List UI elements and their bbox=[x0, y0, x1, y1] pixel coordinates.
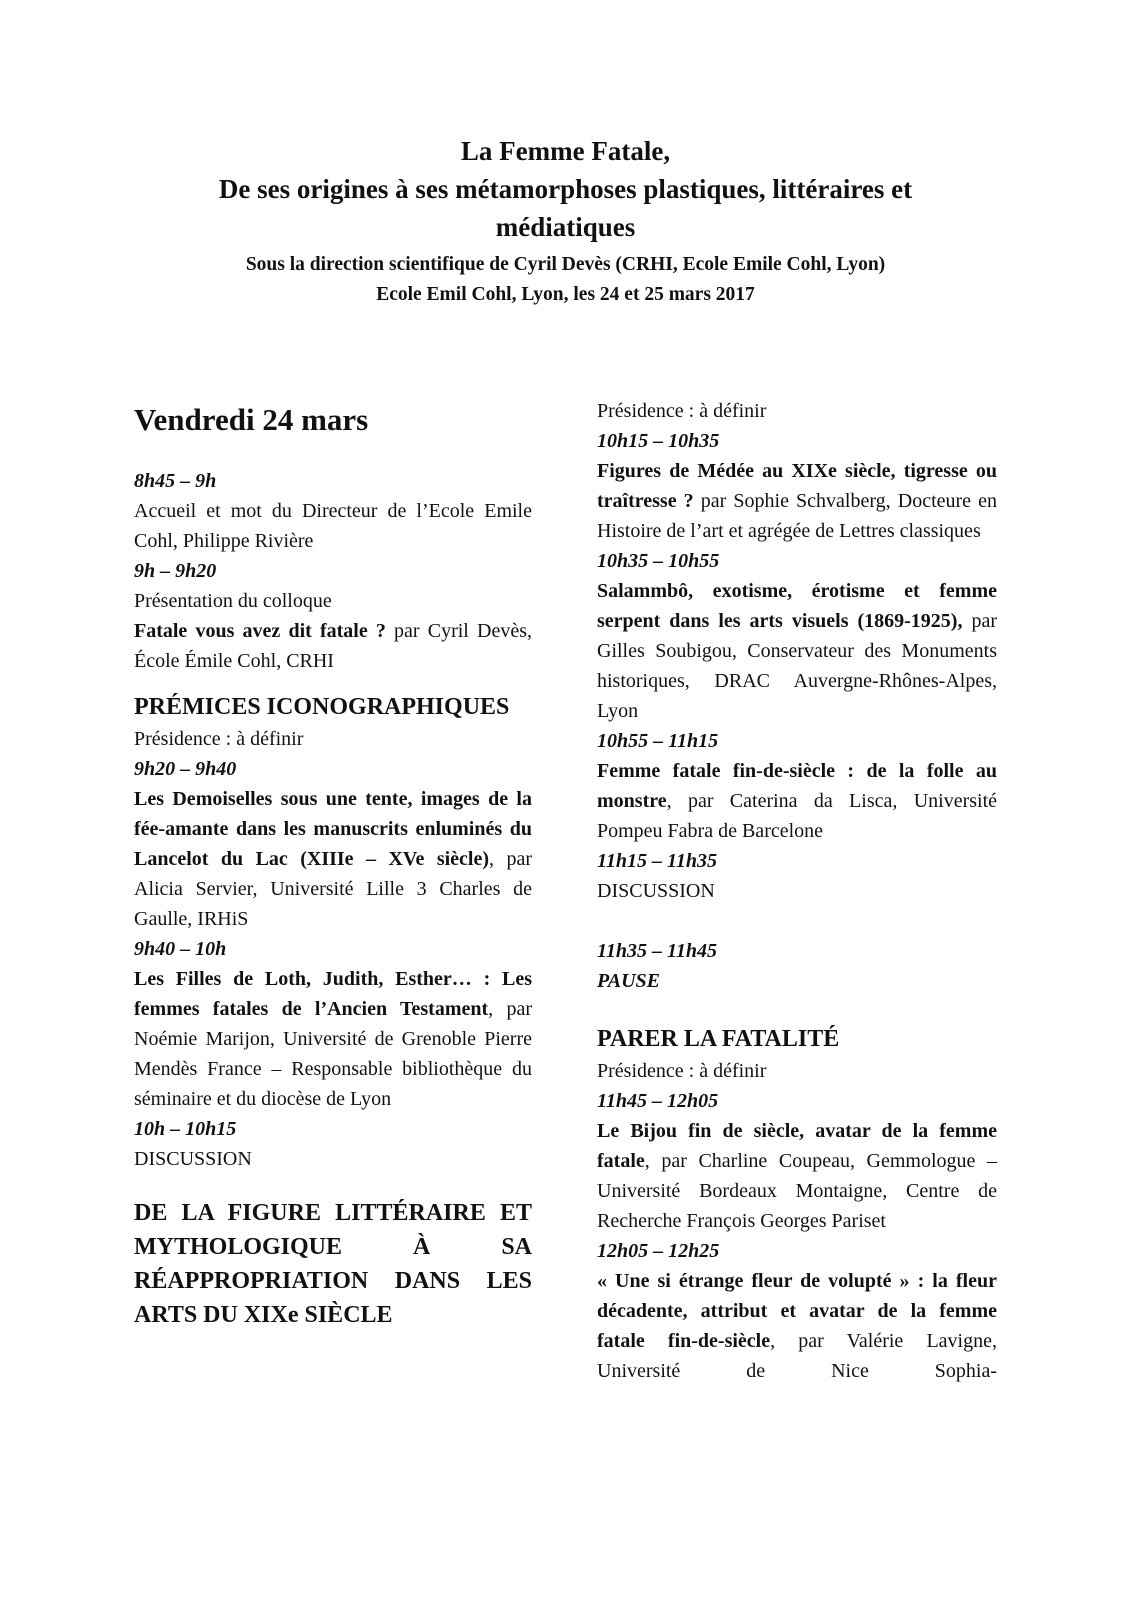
session-time: 9h – 9h20 bbox=[134, 560, 217, 582]
talk-title: Figures de Médée au XIXe siècle, tigresse ou traîtresse ? bbox=[597, 460, 997, 512]
section-heading: DE LA FIGURE LITTÉRAIRE ET MYTHOLOGIQUE À SA RÉAPPROPRIATION DANS LES ARTS DU XIXe SIÈCLE bbox=[134, 1200, 532, 1328]
presidence-line: Présidence : à définir bbox=[597, 400, 767, 422]
session-text: PAUSE bbox=[597, 970, 660, 992]
talk-entry bbox=[597, 1116, 997, 1236]
title-line-1: La Femme Fatale, bbox=[460, 136, 671, 166]
session-text: DISCUSSION bbox=[134, 1148, 252, 1170]
talk-speaker: par Sophie Schvalberg, Docteure en Histoire de l’art et agrégée de Lettres classiques bbox=[597, 490, 998, 542]
session-time: 9h20 – 9h40 bbox=[134, 758, 237, 780]
talk-title: « Une si étrange fleur de volupté » : la fleur décadente, attribut et avatar de la femme fatale fin-de-siècle bbox=[597, 1270, 997, 1352]
session-time: 11h35 – 11h45 bbox=[597, 940, 718, 962]
left-column bbox=[134, 400, 532, 1332]
talk-title: Salammbô, exotisme, érotisme et femme serpent dans les arts visuels (1869-1925), bbox=[597, 580, 997, 632]
right-column bbox=[597, 396, 997, 1386]
talk-title: Le Bijou fin de siècle, avatar de la femme fatale bbox=[597, 1120, 997, 1172]
talk-speaker: , par Charline Coupeau, Gemmologue –Université Bordeaux Montaigne, Centre de Recherche François Georges Pariset bbox=[597, 1150, 997, 1232]
title-line-3: médiatiques bbox=[495, 212, 636, 242]
talk-speaker: , par Noémie Marijon, Université de Grenoble Pierre Mendès France – Responsable bibliothèque du séminaire et du diocèse de Lyon bbox=[134, 998, 532, 1110]
talk-speaker: par Cyril Devès, École Émile Cohl, CRHI bbox=[134, 620, 532, 672]
talk-entry bbox=[597, 1266, 997, 1386]
presidence-line: Présidence : à définir bbox=[134, 728, 304, 750]
section-heading: PARER LA FATALITÉ bbox=[597, 1026, 840, 1052]
talk-entry bbox=[597, 756, 997, 846]
talk-entry bbox=[134, 784, 532, 934]
talk-speaker: , par Caterina da Lisca, Université Pompeu Fabra de Barcelone bbox=[597, 790, 997, 842]
talk-entry bbox=[134, 964, 532, 1114]
session-text: Présentation du colloque bbox=[134, 590, 332, 612]
venue-line: Ecole Emil Cohl, Lyon, les 24 et 25 mars 2017 bbox=[376, 284, 755, 305]
session-time: 10h – 10h15 bbox=[134, 1118, 237, 1140]
talk-title: Fatale vous avez dit fatale ? bbox=[134, 620, 386, 642]
section-heading: PRÉMICES ICONOGRAPHIQUES bbox=[134, 694, 510, 720]
session-time: 8h45 – 9h bbox=[134, 470, 217, 492]
talk-title: Les Filles de Loth, Judith, Esther… : Les femmes fatales de l’Ancien Testament bbox=[134, 968, 532, 1020]
talk-entry bbox=[597, 576, 997, 726]
session-text: Accueil et mot du Directeur de l’Ecole Emile Cohl, Philippe Rivière bbox=[134, 500, 532, 552]
session-text: DISCUSSION bbox=[597, 880, 715, 902]
talk-speaker: , par Alicia Servier, Université Lille 3 Charles de Gaulle, IRHiS bbox=[134, 848, 532, 930]
talk-speaker: , par Valérie Lavigne, Université de Nice Sophia- bbox=[597, 1330, 997, 1382]
session-time: 11h45 – 12h05 bbox=[597, 1090, 719, 1112]
talk-entry bbox=[134, 616, 532, 676]
talk-entry bbox=[597, 456, 997, 546]
session-time: 10h55 – 11h15 bbox=[597, 730, 719, 752]
title-line-2: De ses origines à ses métamorphoses plastiques, littéraires et bbox=[218, 174, 913, 204]
session-time: 10h15 – 10h35 bbox=[597, 430, 720, 452]
talk-speaker: par Gilles Soubigou, Conservateur des Monuments historiques, DRAC Auvergne-Rhônes-Alpes, Lyon bbox=[597, 610, 997, 722]
session-time: 12h05 – 12h25 bbox=[597, 1240, 720, 1262]
document-header bbox=[0, 132, 1131, 310]
session-time: 11h15 – 11h35 bbox=[597, 850, 718, 872]
talk-title: Femme fatale fin-de-siècle : de la folle au monstre bbox=[597, 760, 997, 812]
direction-line: Sous la direction scientifique de Cyril Devès (CRHI, Ecole Emile Cohl, Lyon) bbox=[245, 254, 886, 275]
day-heading: Vendredi 24 mars bbox=[134, 402, 369, 437]
session-time: 9h40 – 10h bbox=[134, 938, 227, 960]
presidence-line: Présidence : à définir bbox=[597, 1060, 767, 1082]
talk-title: Les Demoiselles sous une tente, images de la fée-amante dans les manuscrits enluminés du Lancelot du Lac (XIIIe – XVe siècle) bbox=[134, 788, 532, 870]
session-time: 10h35 – 10h55 bbox=[597, 550, 720, 572]
